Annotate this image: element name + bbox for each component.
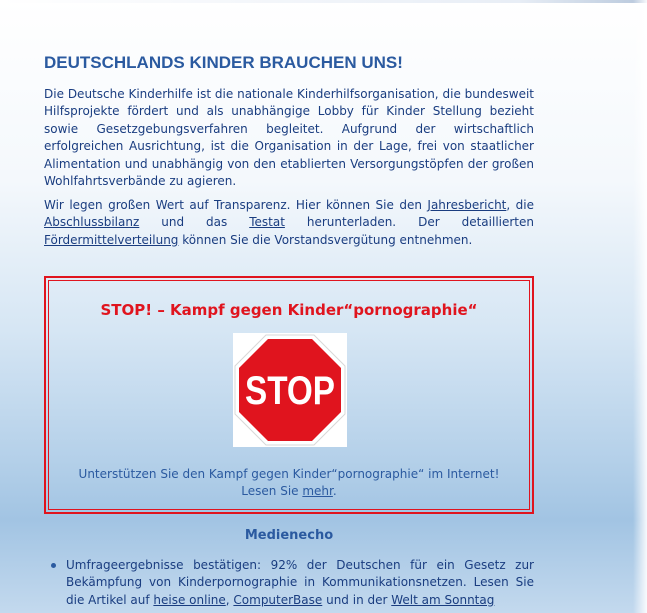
link-abschlussbilanz[interactable]: Abschlussbilanz — [44, 215, 140, 230]
transparency-text-3: und das — [139, 215, 250, 230]
intro-paragraph: Die Deutsche Kinderhilfe ist die nationale Kinderhilfsorganisation, die bundesweit Hilfsprojekte fördert und als unabhängige Lobby für Kinder Stellung bezieht sowie Gesetzgebungsverfahren begleitet. Aufgrund der wirtschaftlich erfolgreichen Ausrichtung, ist die Organisation in der Lage, frei von staatlicher Alimentation und unabhängig von den etablierten Versorgungstöpfen der großen Wohlfahrtsverbände zu agieren. — [44, 87, 534, 189]
news-item-sep-2: und in der — [322, 592, 392, 607]
stop-campaign-line-2-suffix: . — [332, 484, 337, 498]
stop-campaign-line-2 — [49, 483, 529, 500]
stop-campaign-inner — [48, 280, 530, 510]
transparency-paragraph — [44, 197, 534, 249]
stop-campaign-box — [44, 276, 534, 514]
news-item-text: Umfrageergebnisse bestätigen: 92% der Deutschen für ein Gesetz zur Bekämpfung von Kinderpornographie in Kommunikationsnetzen. Lesen Sie die Artikel auf — [66, 558, 534, 607]
stop-sign-label: STOP — [245, 369, 335, 413]
right-edge-shade — [633, 0, 647, 613]
transparency-text-2: , die — [506, 198, 534, 212]
medienecho-heading: Medienecho — [244, 528, 334, 543]
link-mehr[interactable]: mehr — [302, 484, 333, 498]
top-border — [0, 0, 647, 3]
medienecho-list — [44, 557, 534, 609]
link-foerdermittelverteilung[interactable]: Fördermittelverteilung — [44, 232, 179, 247]
page-title: DEUTSCHLANDS KINDER BRAUCHEN UNS! — [44, 53, 403, 72]
transparency-text-5: können Sie die Vorstandsvergütung entnehmen. — [178, 232, 473, 247]
transparency-text-4: herunterladen. Der detaillierten — [284, 215, 534, 230]
stop-campaign-title: STOP! – Kampf gegen Kinder“pornographie“ — [100, 301, 478, 319]
news-item-sep-1: , — [225, 592, 234, 607]
transparency-text-1: Wir legen großen Wert auf Transparenz. Hier können Sie den — [44, 198, 428, 212]
link-heise-online[interactable]: heise online — [153, 592, 226, 607]
stop-campaign-line-2-prefix: Lesen Sie — [241, 484, 303, 498]
list-item — [66, 557, 534, 609]
link-welt-am-sonntag[interactable]: Welt am Sonntag — [391, 592, 495, 607]
bullet-icon — [51, 563, 56, 568]
link-jahresbericht[interactable]: Jahresbericht — [427, 198, 507, 212]
link-testat[interactable]: Testat — [249, 215, 285, 230]
stop-campaign-line-1: Unterstützen Sie den Kampf gegen Kinder“pornographie“ im Internet! — [78, 467, 500, 481]
stop-sign-icon[interactable] — [233, 333, 347, 447]
stop-campaign-text — [49, 466, 529, 500]
link-computerbase[interactable]: ComputerBase — [233, 592, 323, 607]
